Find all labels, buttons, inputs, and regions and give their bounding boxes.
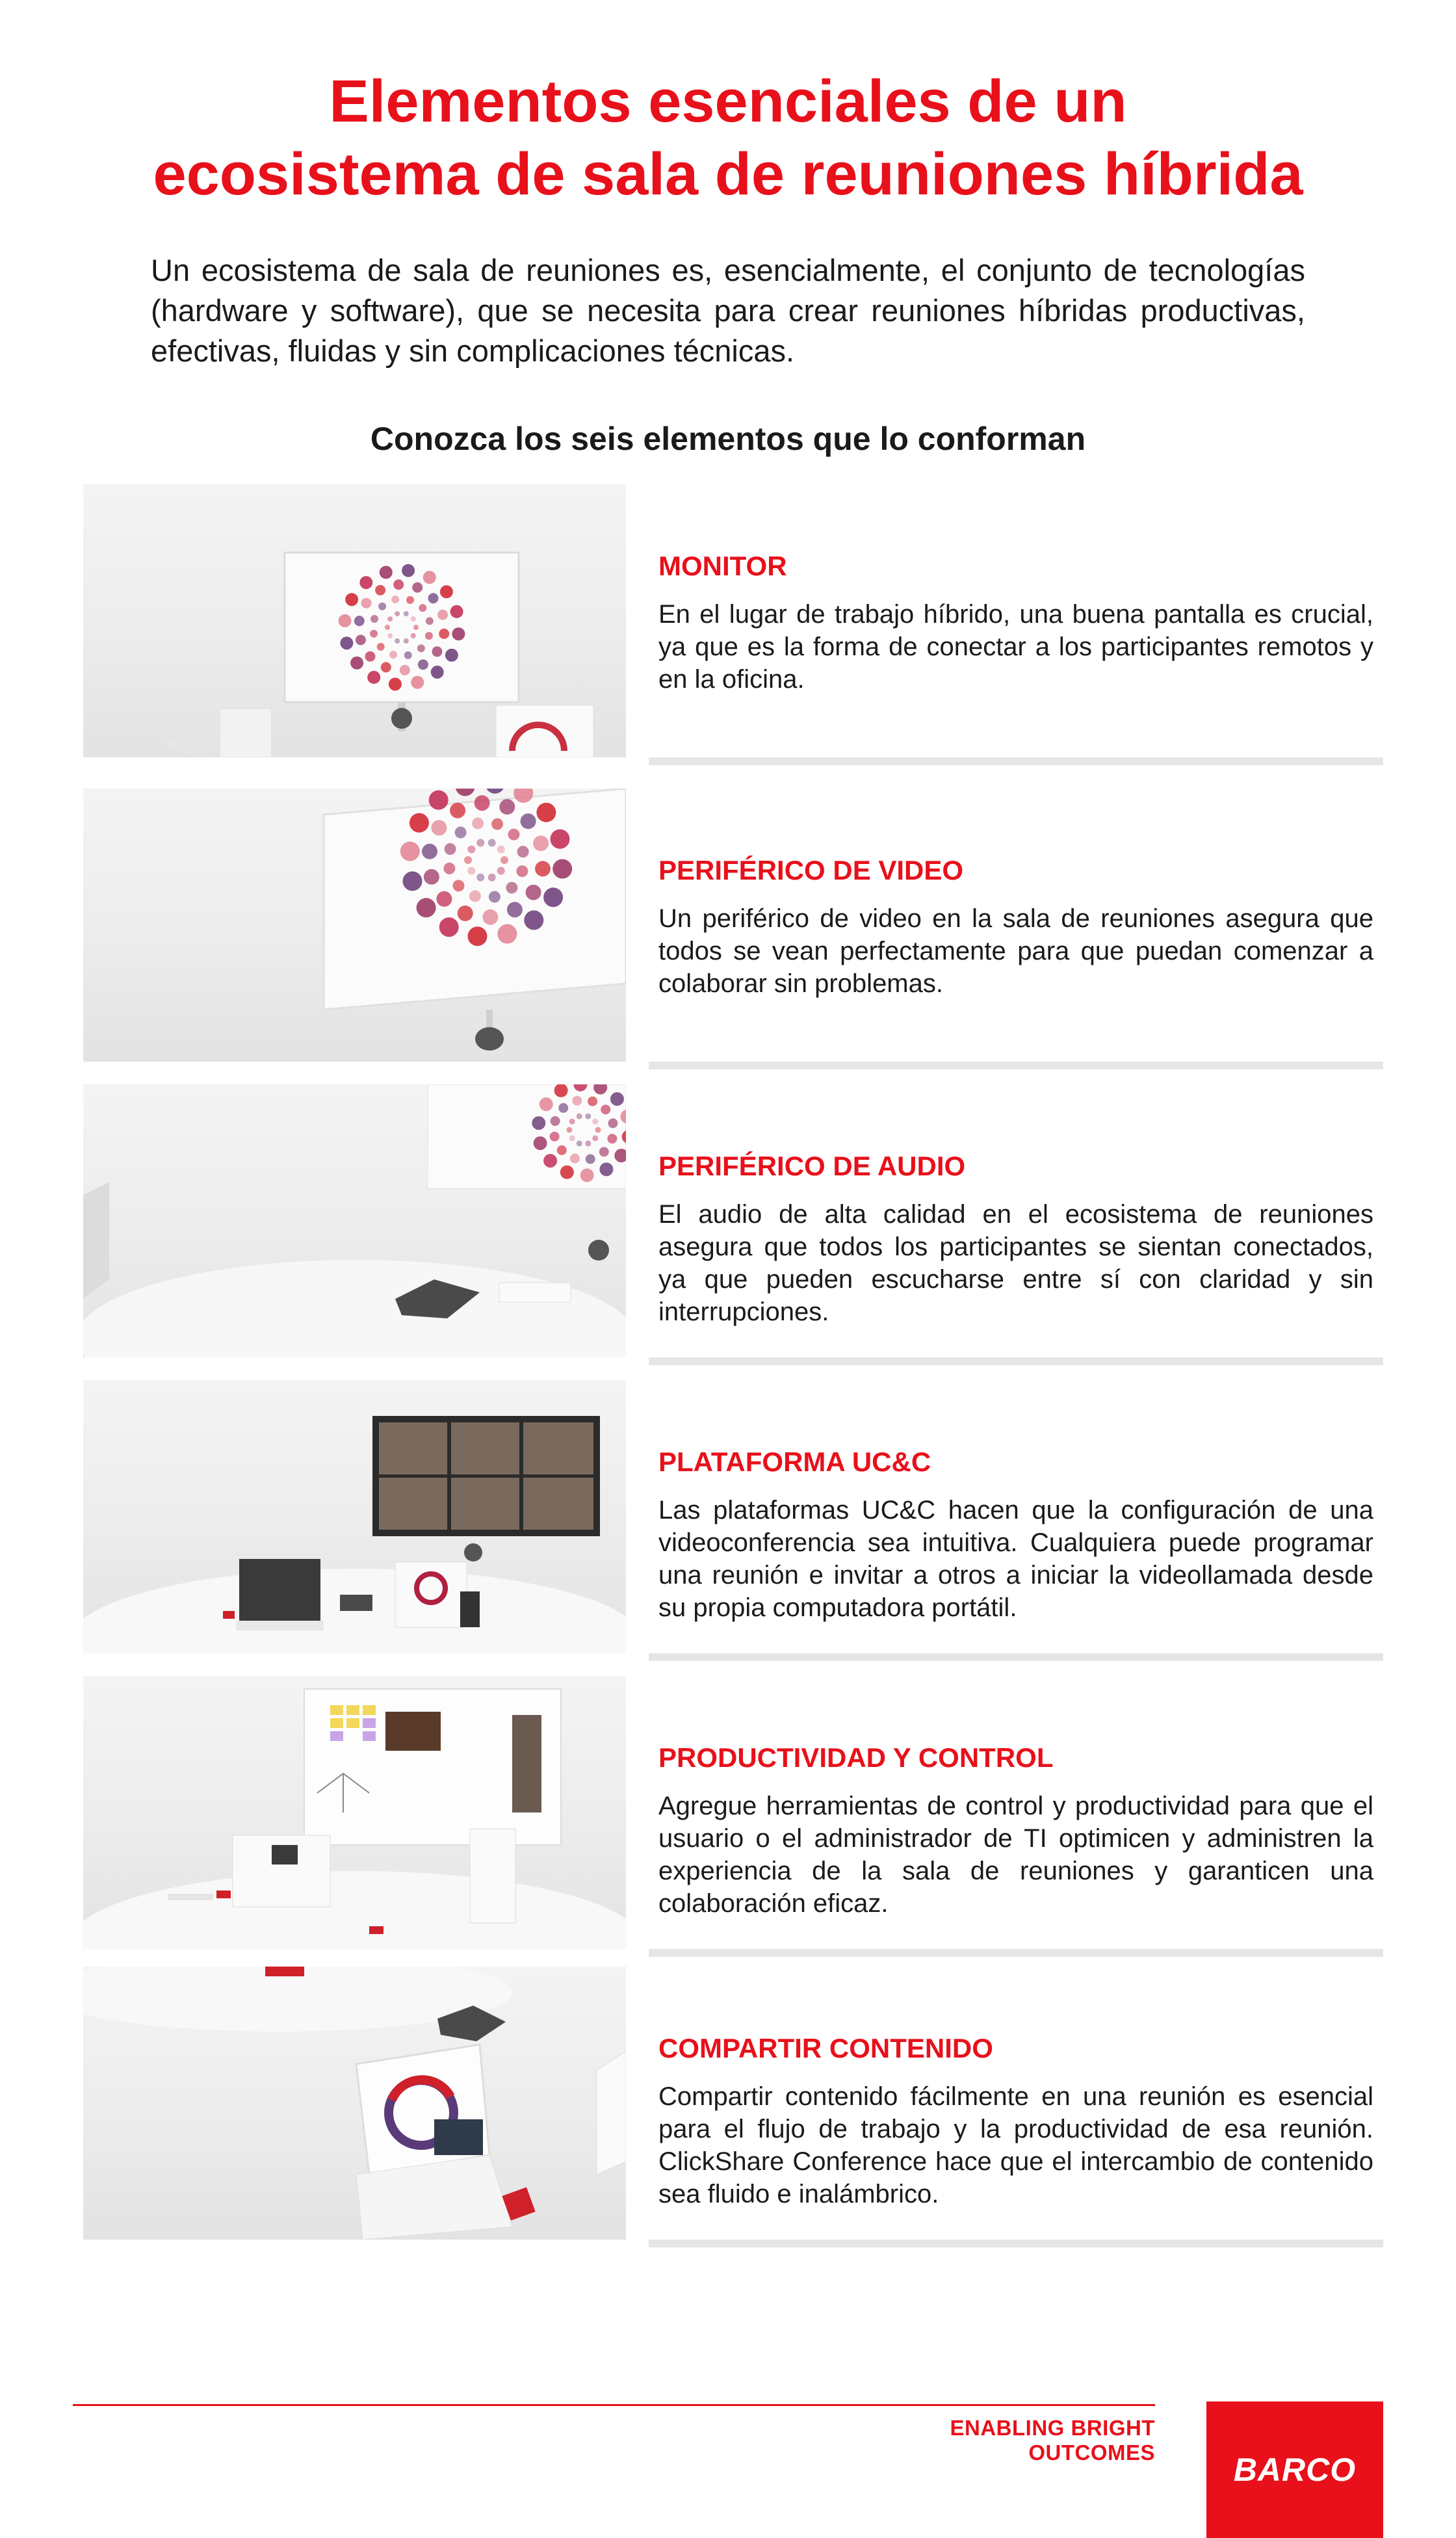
decorative-dot — [486, 789, 505, 794]
decorative-dot — [339, 614, 352, 627]
decorative-dot — [535, 861, 551, 876]
decorative-dot — [507, 902, 523, 917]
decorative-dot — [532, 1116, 545, 1130]
decorative-dot — [585, 1140, 591, 1146]
productivity-control-image — [83, 1676, 626, 1949]
decorative-dot — [411, 616, 416, 621]
decorative-dot — [385, 625, 390, 630]
decorative-dot — [595, 1127, 601, 1133]
decorative-dot — [450, 605, 463, 618]
decorative-dot — [476, 874, 484, 882]
element-description: En el lugar de trabajo híbrido, una buena pantalla es crucial, ya que es la forma de conectar a los participantes remotos y en la oficina. — [658, 600, 1373, 694]
decorative-dot — [410, 813, 429, 833]
decorative-dot — [432, 646, 443, 657]
decorative-dot — [489, 891, 500, 903]
decorative-dot — [452, 627, 465, 640]
decorative-dot — [482, 909, 498, 925]
decorative-dot — [429, 791, 448, 810]
decorative-dot — [491, 818, 503, 830]
video-peripheral-image — [83, 789, 626, 1062]
decorative-dot — [380, 566, 393, 579]
decorative-dot — [391, 595, 399, 603]
decorative-dot — [585, 1114, 591, 1119]
decorative-dot — [464, 856, 472, 864]
decorative-dot — [378, 603, 386, 610]
decorative-dot — [592, 1119, 598, 1125]
section-divider — [649, 1653, 1383, 1661]
decorative-dot — [551, 830, 570, 849]
element-row-productivity-control — [83, 1676, 1383, 1949]
decorative-dot — [540, 1097, 553, 1111]
decorative-dot — [393, 579, 404, 590]
element-description: Agregue herramientas de control y productividad para que el usuario o el administrador de TI optimicen y administren la experiencia de la sala de reuniones y garanticen una colaboración eficaz. — [658, 1792, 1373, 1918]
decorative-dot — [472, 817, 484, 829]
decorative-dot — [536, 803, 556, 822]
decorative-dot — [417, 644, 425, 652]
decorative-dot — [468, 926, 488, 946]
decorative-dot — [453, 880, 465, 891]
decorative-dot — [431, 820, 447, 835]
decorative-dot — [375, 585, 385, 595]
section-divider — [649, 1062, 1383, 1069]
title-line-1: Elementos esenciales de un — [329, 68, 1127, 135]
decorative-dot — [456, 789, 475, 796]
decorative-dot — [426, 617, 434, 625]
decorative-dot — [543, 1154, 557, 1168]
decorative-dot — [592, 1135, 598, 1141]
decorative-dot — [440, 585, 453, 598]
element-heading: PERIFÉRICO DE VIDEO — [658, 855, 964, 885]
element-heading: PERIFÉRICO DE AUDIO — [658, 1151, 966, 1181]
decorative-dot — [423, 571, 436, 584]
intro-paragraph: Un ecosistema de sala de reuniones es, esencialmente, el conjunto de tecnologías (hardware y software), que se necesita para crear reuniones híbridas productivas, efectivas, fluidas y sin complicaciones técnicas. — [151, 253, 1305, 368]
decorative-dot — [412, 582, 422, 593]
decorative-dot — [469, 890, 481, 902]
decorative-dot — [411, 676, 424, 689]
decorative-dot — [387, 633, 393, 638]
element-row-content-sharing — [83, 1967, 1383, 2240]
decorative-dot — [569, 1119, 575, 1125]
decorative-dot — [404, 638, 409, 644]
decorative-dot — [506, 882, 517, 894]
decorative-dot — [497, 924, 517, 944]
decorative-dot — [370, 615, 378, 623]
element-description: El audio de alta calidad en el ecosistema de reuniones asegura que todos los participantes se sientan conectados, ya que pueden escucharse entre sí con claridad y sin interrupciones. — [658, 1200, 1373, 1326]
barco-logo-wordmark: BARCO — [1233, 2452, 1357, 2488]
section-subheading: Conozca los seis elementos que lo conforman — [370, 421, 1086, 457]
footer-rule — [73, 2404, 1155, 2406]
element-row-ucc-platform — [83, 1380, 1383, 1653]
decorative-dot — [524, 910, 543, 930]
decorative-dot — [417, 898, 436, 917]
decorative-dot — [403, 871, 422, 891]
element-row-monitor — [83, 484, 1383, 757]
decorative-dot — [424, 869, 439, 885]
decorative-dot — [497, 846, 505, 854]
decorative-dot — [552, 859, 572, 879]
decorative-dot — [458, 906, 473, 921]
decorative-dot — [413, 625, 419, 630]
element-heading: PRODUCTIVIDAD Y CONTROL — [658, 1742, 1054, 1773]
title-line-2: ecosistema de sala de reuniones híbrida — [153, 141, 1303, 207]
decorative-dot — [365, 651, 376, 662]
audio-peripheral-image — [83, 1084, 626, 1357]
decorative-dot — [577, 1140, 582, 1146]
element-description: Las plataformas UC&C hacen que la configuración de una videoconferencia sea intuitiva. Cualquiera puede programar una reunión e invitar a otros a iniciar la videollamada desde su propia computadora portátil. — [658, 1496, 1373, 1622]
section-divider — [649, 2240, 1383, 2247]
decorative-dot — [404, 611, 409, 616]
decorative-dot — [588, 1097, 597, 1106]
decorative-dot — [533, 835, 549, 851]
decorative-dot — [425, 632, 433, 640]
page-title — [0, 65, 1456, 211]
decorative-dot — [439, 629, 449, 639]
decorative-dot — [400, 842, 420, 861]
decorative-dot — [567, 1127, 573, 1133]
decorative-dot — [400, 665, 410, 675]
decorative-dot — [402, 564, 415, 577]
footer-tagline: ENABLING BRIGHT OUTCOMES — [950, 2416, 1155, 2465]
element-heading: MONITOR — [658, 551, 787, 581]
decorative-dot — [517, 846, 529, 857]
decorative-dot — [599, 1147, 609, 1157]
decorative-dot — [570, 1153, 580, 1163]
decorative-dot — [377, 643, 385, 651]
element-description: Un periférico de video en la sala de reuniones asegura que todos se vean perfectamente para que puedan comenzar a colaborar sin problemas. — [658, 904, 1373, 998]
decorative-dot — [572, 1096, 582, 1106]
decorative-dot — [500, 856, 508, 864]
decorative-dot — [601, 1105, 610, 1114]
decorative-dot — [428, 593, 439, 603]
decorative-dot — [586, 1154, 595, 1164]
decorative-dot — [439, 917, 459, 937]
decorative-dot — [418, 659, 428, 670]
decorative-dot — [526, 885, 541, 900]
decorative-dot — [389, 677, 402, 690]
decorative-dot — [354, 616, 365, 626]
decorative-dot — [406, 596, 414, 604]
barco-logo — [1206, 2401, 1383, 2538]
decorative-dot — [599, 1162, 613, 1176]
decorative-dot — [508, 829, 520, 841]
decorative-dot — [404, 651, 412, 659]
decorative-dot — [389, 651, 397, 659]
decorative-dot — [361, 598, 372, 608]
decorative-dot — [367, 671, 380, 684]
decorative-dot — [580, 1168, 594, 1182]
decorative-dot — [560, 1166, 574, 1179]
decorative-dot — [551, 1116, 560, 1126]
decorative-dot — [467, 867, 475, 875]
decorative-dot — [607, 1134, 617, 1144]
element-row-video-peripheral — [83, 789, 1383, 1062]
decorative-dot — [381, 662, 391, 672]
decorative-dot — [370, 630, 378, 638]
decorative-dot — [610, 1092, 624, 1106]
decorative-dot — [474, 795, 490, 811]
element-heading: PLATAFORMA UC&C — [658, 1446, 931, 1477]
ucc-platform-image — [83, 1380, 626, 1653]
element-heading: COMPARTIR CONTENIDO — [658, 2033, 993, 2063]
section-divider — [649, 1357, 1383, 1365]
decorative-dot — [350, 657, 363, 670]
decorative-dot — [577, 1114, 582, 1119]
decorative-dot — [437, 610, 448, 620]
decorative-dot — [443, 863, 455, 874]
decorative-dot — [550, 1132, 560, 1142]
decorative-dot — [499, 799, 515, 815]
element-description: Compartir contenido fácilmente en una reunión es esencial para el flujo de trabajo y la productividad de esa reunión. ClickShare Conference hace que el intercambio de contenido sea fluido e inalámbrico. — [658, 2082, 1373, 2208]
decorative-dot — [419, 604, 426, 612]
decorative-dot — [445, 843, 456, 855]
decorative-dot — [359, 576, 372, 589]
decorative-dot — [557, 1145, 567, 1155]
decorative-dot — [476, 839, 484, 846]
decorative-dot — [340, 636, 353, 649]
decorative-dot — [431, 666, 444, 679]
decorative-dot — [387, 616, 393, 621]
decorative-dot — [356, 634, 366, 645]
element-row-audio-peripheral — [83, 1084, 1383, 1357]
decorative-dot — [543, 887, 563, 907]
decorative-dot — [467, 846, 475, 854]
decorative-dot — [516, 865, 528, 877]
decorative-dot — [521, 813, 536, 829]
decorative-dot — [488, 874, 496, 882]
monitor-image — [83, 484, 626, 757]
decorative-dot — [497, 867, 505, 875]
decorative-dot — [436, 891, 452, 907]
decorative-dot — [534, 1136, 547, 1150]
decorative-dot — [445, 649, 458, 662]
decorative-dot — [450, 803, 465, 818]
decorative-dot — [395, 638, 400, 644]
decorative-dot — [345, 593, 358, 606]
content-sharing-image — [83, 1967, 626, 2240]
section-divider — [649, 757, 1383, 765]
decorative-dot — [411, 633, 416, 638]
decorative-dot — [608, 1118, 618, 1128]
decorative-dot — [455, 827, 467, 839]
section-divider — [649, 1949, 1383, 1957]
decorative-dot — [395, 611, 400, 616]
decorative-dot — [488, 839, 496, 846]
decorative-dot — [422, 844, 437, 859]
decorative-dot — [569, 1135, 575, 1141]
decorative-dot — [558, 1103, 568, 1113]
